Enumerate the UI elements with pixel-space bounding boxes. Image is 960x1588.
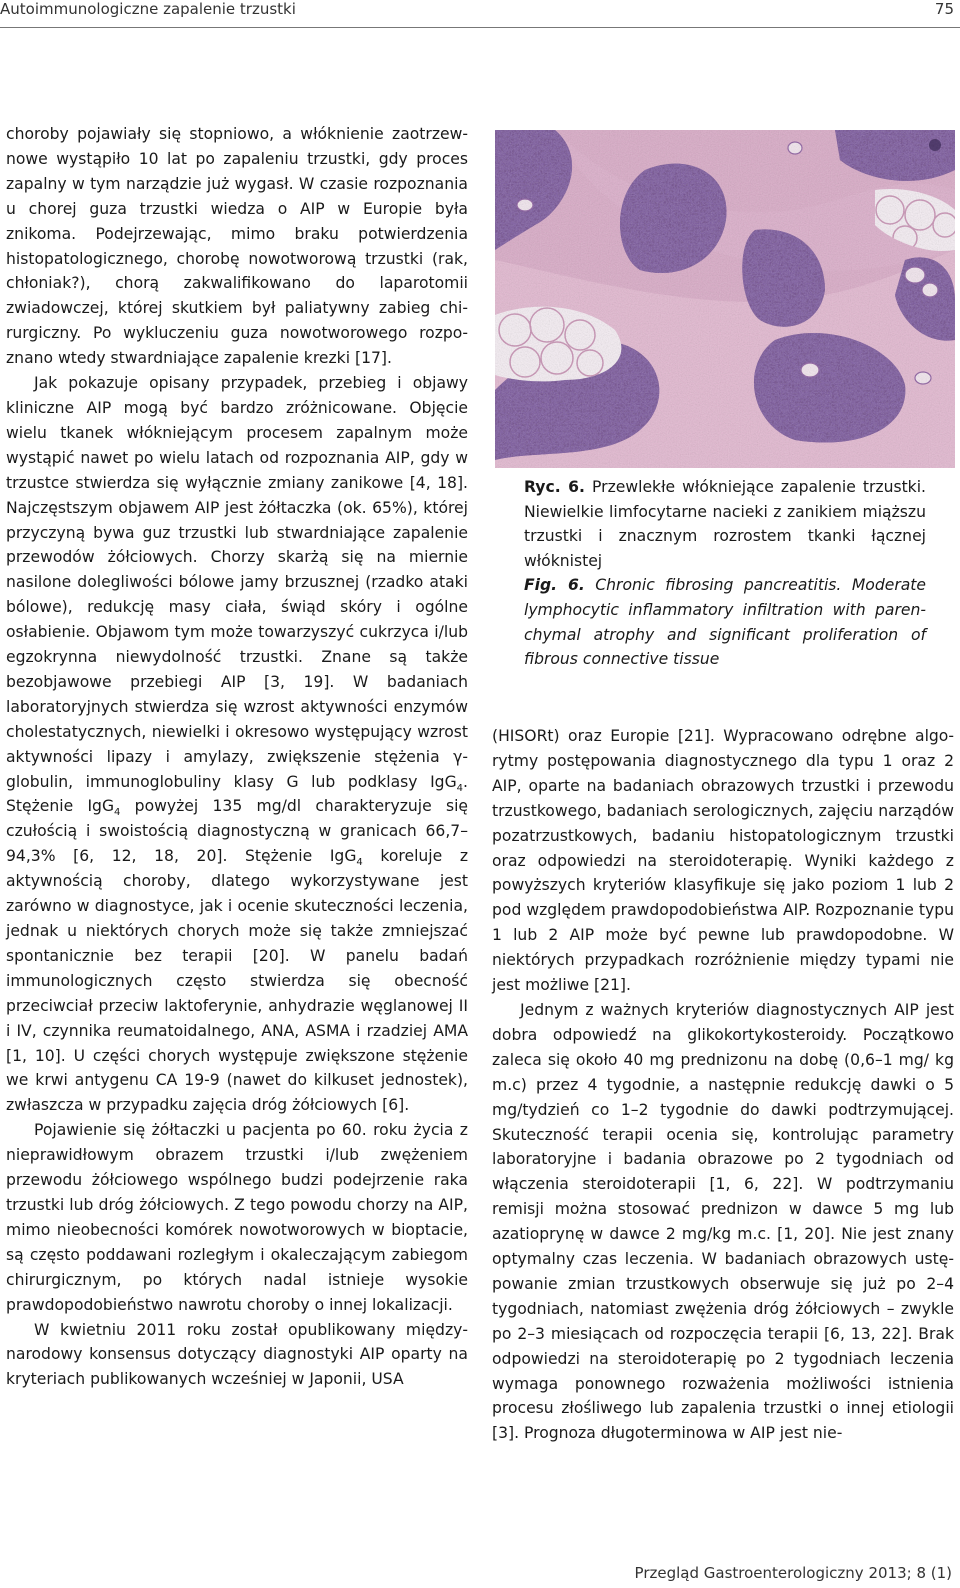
caption-english: Fig. 6. Chronic fibrosing pancreatitis. Moderate lymphocytic inflammatory infiltration with parenchymal atrophy and significant proliferation of fibrous connective tissue xyxy=(524,576,926,669)
figure-caption xyxy=(524,475,926,672)
paragraph: Jednym z ważnych kryteriów diagnostycznych AIP jest dobra odpowiedź na glikokortykosteroidy. Początkowo zaleca się około 40 mg prednizonu na dobę (0,6–1 mg/ kg m.c) przez 4 tygodnie, a następnie redukcję dawki o 5 mg/tydzień co 1–2 tygodnie do dawki podtrzymującej. Skuteczność terapii ocenia się, kontrolując parametry laboratoryjne i badania obrazowe po 2 tygodniach od włączenia steroidoterapii [1, 6, 22]. W podtrzymaniu remisji można stosować prednizon w dawce 5 mg lub azatioprynę w dawce 2 mg/kg m.c. [1, 20]. Nie jest znany optymalny czas leczenia. W badaniach obrazowych ustępowanie zmian trzustkowych obserwuje się już po 2–4 tygodniach, natomiast zwężenia dróg żółciowych – zwykle po 2–3 miesiącach od rozpoczęcia terapii [6, 13, 22]. Brak odpowiedzi na steroidoterapię po 2 tygodniach leczenia wymaga ponownego rozważenia możliwości istnienia procesu złośliwego lub zapalenia trzustki o innej etiologii [3]. Prognoza długoterminowa w AIP jest nie- xyxy=(492,1000,954,1443)
left-column xyxy=(6,122,468,1392)
paragraph: (HISORt) oraz Europie [21]. Wypracowano odrębne algorytmy postępowania diagnostycznego dla typu 1 oraz 2 AIP, oparte na badaniach obrazowych trzustki i przewodu trzustkowego, badaniach serologicznych, zajęciu narządów pozatrzustkowych, badaniu histopatologicznym trzustki oraz odpowiedzi na steroidoterapię. Wyniki każdego z powyższych kryteriów klasyfikuje się jako poziom 1 lub 2 pod względem prawdopodobieństwa AIP. Rozpoznanie typu 1 lub 2 AIP może być pewne lub prawdopodobne. W niektórych przypadkach rozróżnienie między typami nie jest możliwe [21]. xyxy=(492,727,954,995)
histology-image xyxy=(495,130,955,468)
paragraph: W kwietniu 2011 roku został opublikowany międzynarodowy konsensus dotyczący diagnostyki AIP oparty na kryteriach publikowanych wcześniej w Japonii, USA xyxy=(6,1320,468,1389)
header-divider xyxy=(0,27,960,28)
paragraph: choroby pojawiały się stopniowo, a włóknienie zaotrzewnowe wystąpiło 10 lat po zapaleniu trzustki, gdy proces zapalny w tym narządzie już wygasł. W czasie rozpoznania u chorej guza trzustki wiedza o AIP w Europie była znikoma. Podejrzewając, mimo braku potwierdzenia histopatologicznego, chorobę nowotworową trzustki (rak, chłoniak?), chorą zakwalifikowano do laparotomii zwiadowczej, której skutkiem był paliatywny zabieg chirurgiczny. Po wykluczeniu guza nowotworowego rozpoznano wtedy stwardniające zapalenie krezki [17]. xyxy=(6,125,468,368)
journal-footer: Przegląd Gastroenterologiczny 2013; 8 (1) xyxy=(634,1564,952,1582)
paragraph: Pojawienie się żółtaczki u pacjenta po 60. roku życia z nieprawidłowym obrazem trzustki i/lub zwężeniem przewodu żółciowego wspólnego budzi podejrzenie raka trzustki lub dróg żółciowych. Z tego powodu chorzy na AIP, mimo nieobecności komórek nowotworowych w bioptacie, są często poddawani rozległym i okaleczającym zabiegom chirurgicznym, po których nadal istnieje wysokie prawdopodobieństwo nawrotu choroby o innej lokalizacji. xyxy=(6,1121,468,1314)
caption-polish: Ryc. 6. Przewlekłe włókniejące zapalenie trzustki. Niewielkie limfocytarne nacieki z zanikiem miąższu trzustki i znacznym rozrostem tkanki łącznej włóknistej xyxy=(524,478,927,570)
page-number: 75 xyxy=(934,0,954,18)
figure-label: Ryc. 6. xyxy=(524,478,585,496)
histology-figure xyxy=(495,130,955,468)
right-column xyxy=(492,724,954,1446)
figure-label-en: Fig. 6. xyxy=(524,576,585,595)
paragraph: Jak pokazuje opisany przypadek, przebieg i objawy kliniczne AIP mogą być bardzo zróżnicowane. Objęcie wielu tkanek włókniejącym procesem zapalnym może wystąpić nawet po wielu latach od rozpoznania AIP, gdy w trzustce stwierdza się wyłącznie zmiany zanikowe [4, 18]. Najczęstszym objawem AIP jest żółtaczka (ok. 65%), której przyczyną bywa guz trzustki lub stwardniające zapalenie przewodów żółciowych. Chorzy skarżą się na miernie nasilone dolegliwości bólowe jamy brzusznej (rzadko ataki bólowe), redukcję masy ciała, świąd skóry i ogólne osłabienie. Objawom tym może towarzyszyć cukrzyca i/lub egzokrynna niewydolność trzustki. Znane są także bezobjawowe przebiegi AIP [3, 19]. W badaniach laboratoryjnych stwierdza się wzrost aktywności enzymów cholestatycznych, niewielki i okresowo występujący wzrost aktywności lipazy i amylazy, zwiększenie stężenia γ-globulin, immunoglobuliny klasy G lub podklasy IgG$_4$. Stężenie IgG$_4$ powyżej 135 mg/dl charakteryzuje się czułością i swoistością diagnostyczną w granicach 66,7–94,3% [6, 12, 18, 20]. Stężenie IgG$_4$ koreluje z aktywnością choroby, dlatego wykorzystywane jest zarówno w diagnostyce, jak i ocenie skuteczności leczenia, jednak u niektórych chorych może się także zmniejszać spontanicznie bez terapii [20]. W panelu badań immunologicznych często stwierdza się obecność przeciwciał przeciw laktoferynie, anhydrazie węglanowej II i IV, czynnika reumatoidalnego, ANA, ASMA i rzadziej AMA [1, 10]. U części chorych występuje zwiększone stężenie we krwi antygenu CA 19-9 (nawet do kilkuset jednostek), zwłaszcza w przypadku zajęcia dróg żółciowych [6]. xyxy=(6,374,469,1115)
running-header-title: Autoimmunologiczne zapalenie trzustki xyxy=(0,0,296,18)
